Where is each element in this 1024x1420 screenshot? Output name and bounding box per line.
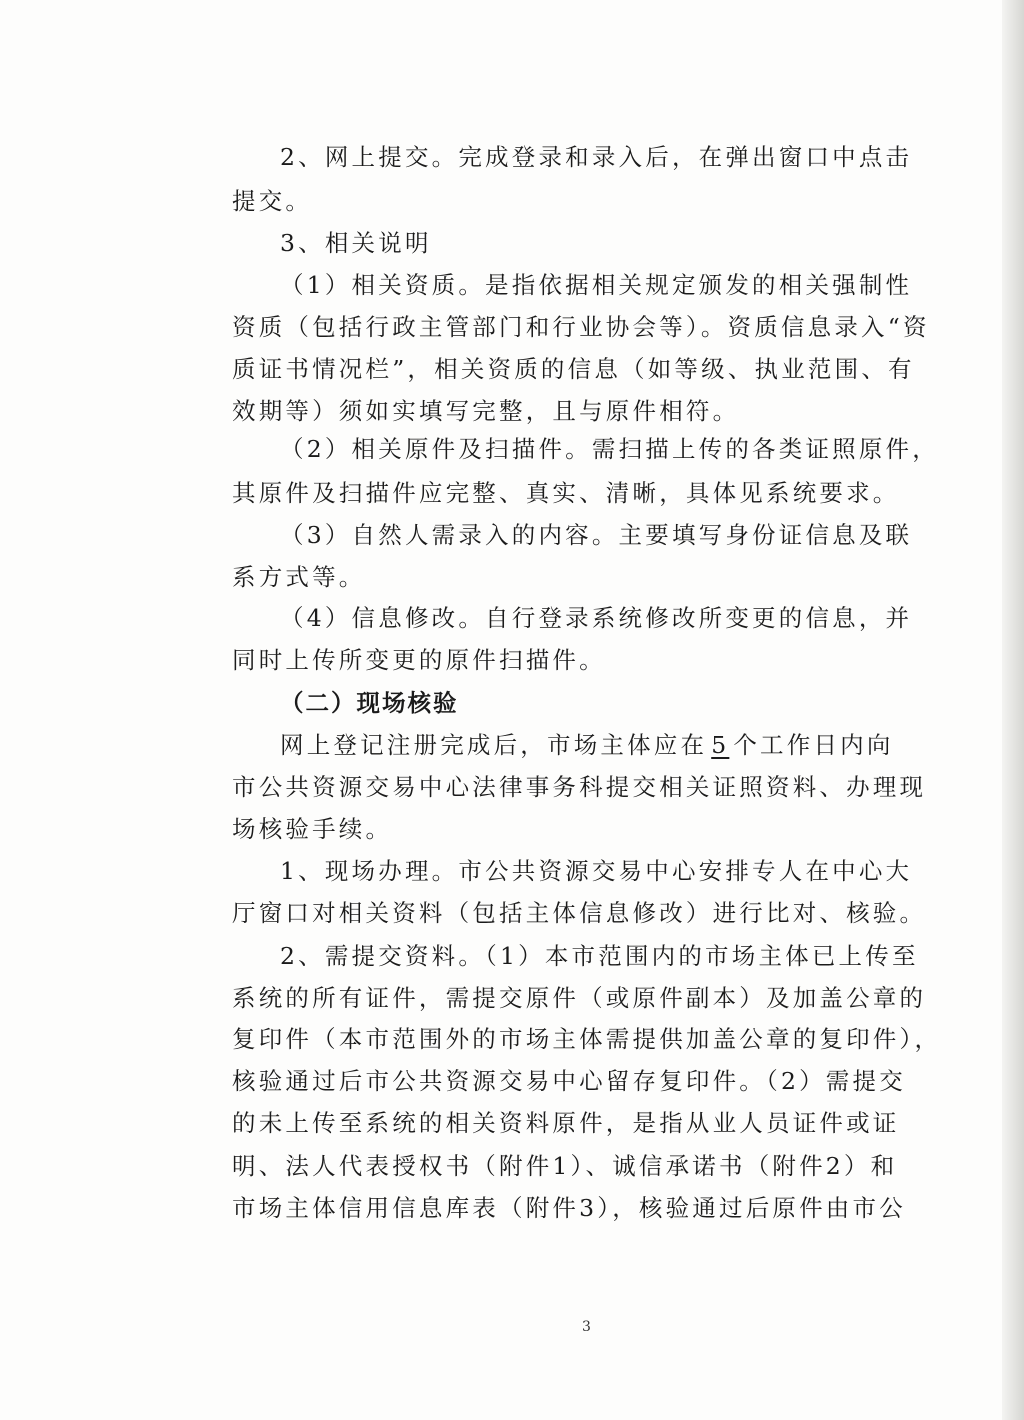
text-line: 2、网上提交。完成登录和录入后，在弹出窗口中点击 xyxy=(280,143,913,171)
text-line: （1）相关资质。是指依据相关规定颁发的相关强制性 xyxy=(280,271,913,299)
page-number: 3 xyxy=(582,1319,591,1335)
scan-edge-shadow xyxy=(1002,0,1024,1420)
text-line: （3）自然人需录入的内容。主要填写身份证信息及联 xyxy=(280,521,913,549)
text-line: （2）相关原件及扫描件。需扫描上传的各类证照原件， xyxy=(280,435,939,463)
text-line: 效期等）须如实填写完整，且与原件相符。 xyxy=(232,397,740,425)
text-line: （4）信息修改。自行登录系统修改所变更的信息，并 xyxy=(280,604,913,632)
text-line: 2、需提交资料。（1）本市范围内的市场主体已上传至 xyxy=(280,942,919,970)
text-line: 同时上传所变更的原件扫描件。 xyxy=(232,646,606,674)
section-heading: （二）现场核验 xyxy=(280,689,459,717)
text-line: 厅窗口对相关资料（包括主体信息修改）进行比对、核验。 xyxy=(232,899,927,927)
text-line: 1、现场办理。市公共资源交易中心安排专人在中心大 xyxy=(280,857,913,885)
text-line: 的未上传至系统的相关资料原件，是指从业人员证件或证 xyxy=(232,1109,900,1137)
text-line: 系方式等。 xyxy=(232,563,366,591)
text-line: 场核验手续。 xyxy=(232,815,393,843)
text-line: 质证书情况栏”，相关资质的信息（如等级、执业范围、有 xyxy=(232,355,915,383)
text-line: 系统的所有证件，需提交原件（或原件副本）及加盖公章的 xyxy=(232,984,927,1012)
text-line: 其原件及扫描件应完整、真实、清晰，具体见系统要求。 xyxy=(232,479,900,507)
text-line: 3、相关说明 xyxy=(280,229,432,257)
text-line: 资质（包括行政主管部门和行业协会等）。资质信息录入“资 xyxy=(232,313,930,341)
text-line: 市公共资源交易中心法律事务科提交相关证照资料、办理现 xyxy=(232,773,927,801)
text-line: 明、法人代表授权书（附件1）、诚信承诺书（附件2）和 xyxy=(232,1152,898,1180)
text-line: 提交。 xyxy=(232,187,313,215)
text-line: 核验通过后市公共资源交易中心留存复印件。（2）需提交 xyxy=(232,1067,906,1095)
underlined-days-value: 5 xyxy=(711,731,730,759)
text-segment: 网上登记注册完成后，市场主体应在 xyxy=(280,731,708,759)
text-line: 市场主体信用信息库表（附件3），核验通过后原件由市公 xyxy=(232,1194,906,1222)
text-segment: 个工作日内向 xyxy=(733,731,894,759)
text-line xyxy=(280,730,980,760)
text-line: 复印件（本市范围外的市场主体需提供加盖公章的复印件）， xyxy=(232,1025,942,1053)
